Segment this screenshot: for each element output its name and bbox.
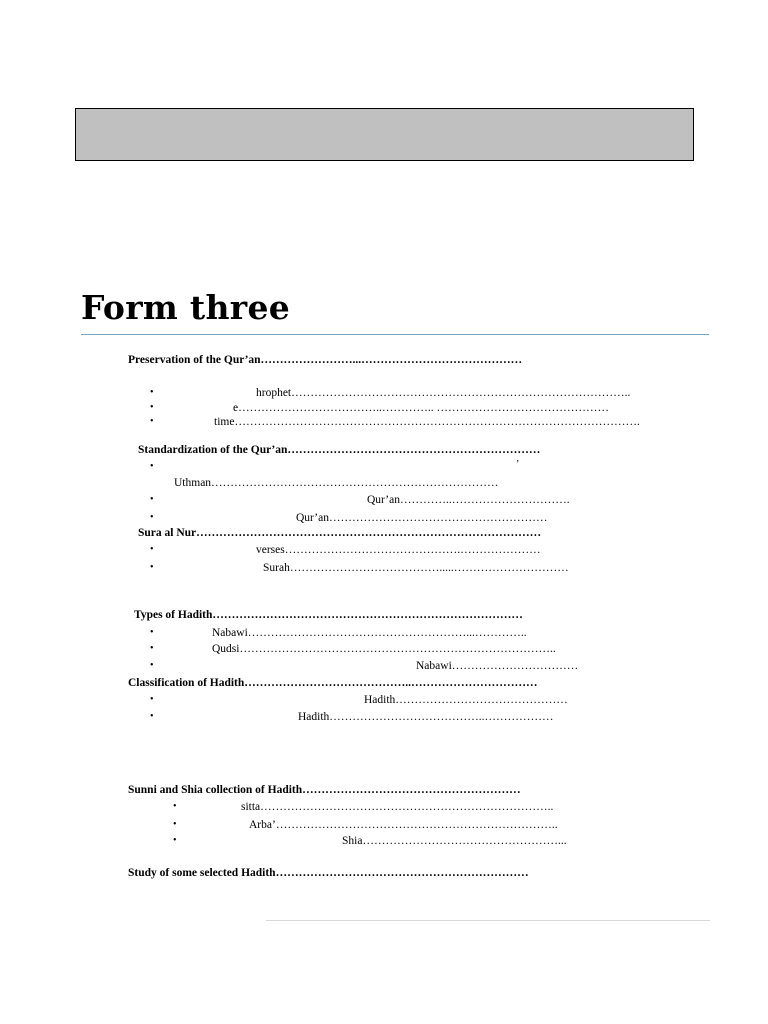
bullet-icon: • (150, 711, 154, 722)
list-item-sura-2: Surah………………………………….....………………………… (263, 562, 569, 574)
list-item-sunni-shia-3: Shia……………………………………………... (342, 835, 567, 847)
list-item-sunni-shia-2: Arba’……………………………………………………………….. (249, 819, 558, 831)
list-item-types-3: Nabawi…………………………… (416, 660, 579, 672)
heading-classification: Classification of Hadith……………………………………..…………………………… (128, 677, 538, 689)
title-divider (81, 334, 709, 335)
bullet-icon: • (150, 694, 154, 705)
list-item-standardization-3: Qur’an………………………………………………… (296, 512, 548, 524)
list-item-standardization-1: Uthman………………………………………………………………… (174, 477, 499, 489)
list-item-classification-1: Hadith……………………………………… (364, 694, 568, 706)
list-item-sura-1: verses……………………………………….………………… (256, 544, 541, 556)
list-item-preservation-3: time……………………………………………………………………………………………. (214, 416, 640, 428)
apostrophe-mark: ’ (516, 459, 520, 470)
list-item-preservation-1: hrophet…………………………………………………………………………….. (256, 387, 631, 399)
list-item-types-2: Qudsi……………………………………………………………………….. (212, 643, 556, 655)
heading-sura-al-nur: Sura al Nur……………………………………………………………………………… (138, 527, 542, 539)
heading-standardization: Standardization of the Qur’an………………………………………………………… (138, 444, 541, 456)
list-item-sunni-shia-1: sitta………………………………………………………………….. (241, 801, 554, 813)
bullet-icon: • (150, 416, 154, 427)
bullet-icon: • (150, 402, 154, 413)
heading-sunni-shia: Sunni and Shia collection of Hadith………………………………………………… (128, 784, 521, 796)
bullet-icon: • (150, 562, 154, 573)
bullet-icon: • (173, 835, 177, 846)
header-gray-box (75, 108, 694, 161)
bullet-icon: • (150, 461, 154, 472)
footer-divider (266, 920, 710, 921)
list-item-standardization-2: Qur’an…………..…………………………. (367, 494, 570, 506)
bullet-icon: • (150, 544, 154, 555)
bullet-icon: • (150, 660, 154, 671)
bullet-icon: • (173, 801, 177, 812)
bullet-icon: • (150, 643, 154, 654)
heading-study: Study of some selected Hadith………………………………………………………… (128, 867, 529, 879)
bullet-icon: • (173, 819, 177, 830)
list-item-classification-2: Hadith…………………………………..……………… (298, 711, 554, 723)
heading-types-of-hadith: Types of Hadith……………………………………………………………………… (134, 609, 523, 621)
list-item-preservation-2: e………………………………..………….. ……………………………………… (233, 402, 609, 414)
bullet-icon: • (150, 387, 154, 398)
bullet-icon: • (150, 494, 154, 505)
bullet-icon: • (150, 512, 154, 523)
heading-preservation: Preservation of the Qur’an……………………...…………………………………… (128, 354, 523, 366)
list-item-types-1: Nabawi…………………………………………………...………….. (212, 627, 527, 639)
page-title: Form three (81, 288, 291, 327)
bullet-icon: • (150, 627, 154, 638)
